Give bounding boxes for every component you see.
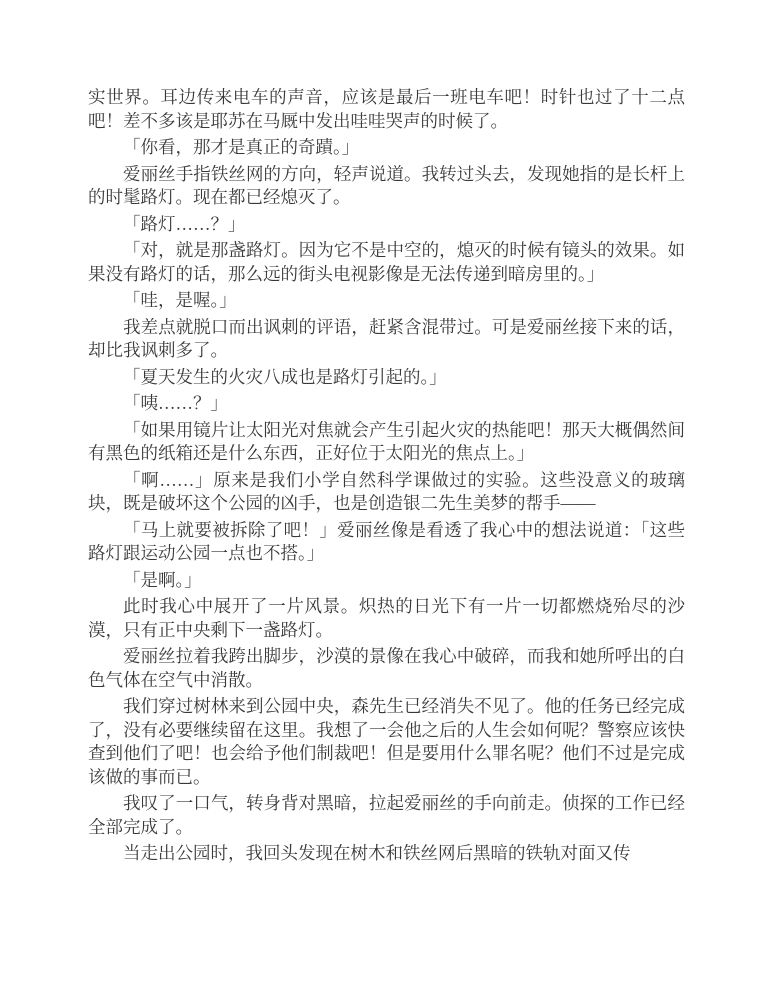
paragraph: 「对，就是那盏路灯。因为它不是中空的，熄灭的时候有镜头的效果。如果没有路灯的话，那么远的街头电视影像是无法传递到暗房里的。」	[88, 240, 685, 284]
paragraph: 「马上就要被拆除了吧！」爱丽丝像是看透了我心中的想法说道：「这些路灯跟运动公园一点也不搭。」	[88, 519, 685, 563]
paragraph: 「咦……？」	[123, 393, 228, 413]
text-block	[88, 86, 685, 869]
paragraph: 「夏天发生的火灾八成也是路灯引起的。」	[123, 366, 447, 387]
paragraph: 「你看，那才是真正的奇蹟。」	[123, 137, 360, 157]
paragraph: 当走出公园时，我回头发现在树木和铁丝网后黑暗的铁轨对面又传	[123, 843, 631, 863]
paragraph: 「是啊。」	[123, 569, 202, 590]
paragraph: 爱丽丝拉着我跨出脚步，沙漠的景像在我心中破碎，而我和她所呼出的白色气体在空气中消散。	[88, 646, 685, 690]
paragraph: 爱丽丝手指铁丝网的方向，轻声说道。我转过头去，发现她指的是长杆上的时髦路灯。现在都已经熄灭了。	[88, 163, 685, 207]
paragraph: 我差点就脱口而出讽刺的评语，赶紧含混带过。可是爱丽丝接下来的话，却比我讽刺多了。	[88, 316, 685, 360]
paragraph: 「哇，是喔。」	[123, 290, 237, 310]
paragraph: 我们穿过树林来到公园中央，森先生已经消失不见了。他的任务已经完成了，没有必要继续留在这里。我想了一会他之后的人生会如何呢？警察应该快查到他们了吧！也会给予他们制裁吧！但是要用什么罪名呢？他们不过是完成该做的事而已。	[88, 696, 685, 787]
paragraph: 「如果用镜片让太阳光对焦就会产生引起火灾的热能吧！那天大概偶然间有黑色的纸箱还是什么东西，正好位于太阳光的焦点上。」	[88, 419, 685, 463]
paragraph: 我叹了一口气，转身背对黑暗，拉起爱丽丝的手向前走。侦探的工作已经全部完成了。	[88, 793, 685, 837]
paragraph: 「路灯……？」	[123, 213, 246, 234]
paragraph: 「啊……」原来是我们小学自然科学课做过的实验。这些没意义的玻璃块，既是破坏这个公园的凶手，也是创造银二先生美梦的帮手——	[88, 469, 685, 513]
paragraph: 实世界。耳边传来电车的声音，应该是最后一班电车吧！时针也过了十二点吧！差不多该是耶苏在马厩中发出哇哇哭声的时候了。	[88, 87, 685, 131]
paragraph: 此时我心中展开了一片风景。炽热的日光下有一片一切都燃烧殆尽的沙漠，只有正中央剩下一盏路灯。	[88, 596, 685, 640]
